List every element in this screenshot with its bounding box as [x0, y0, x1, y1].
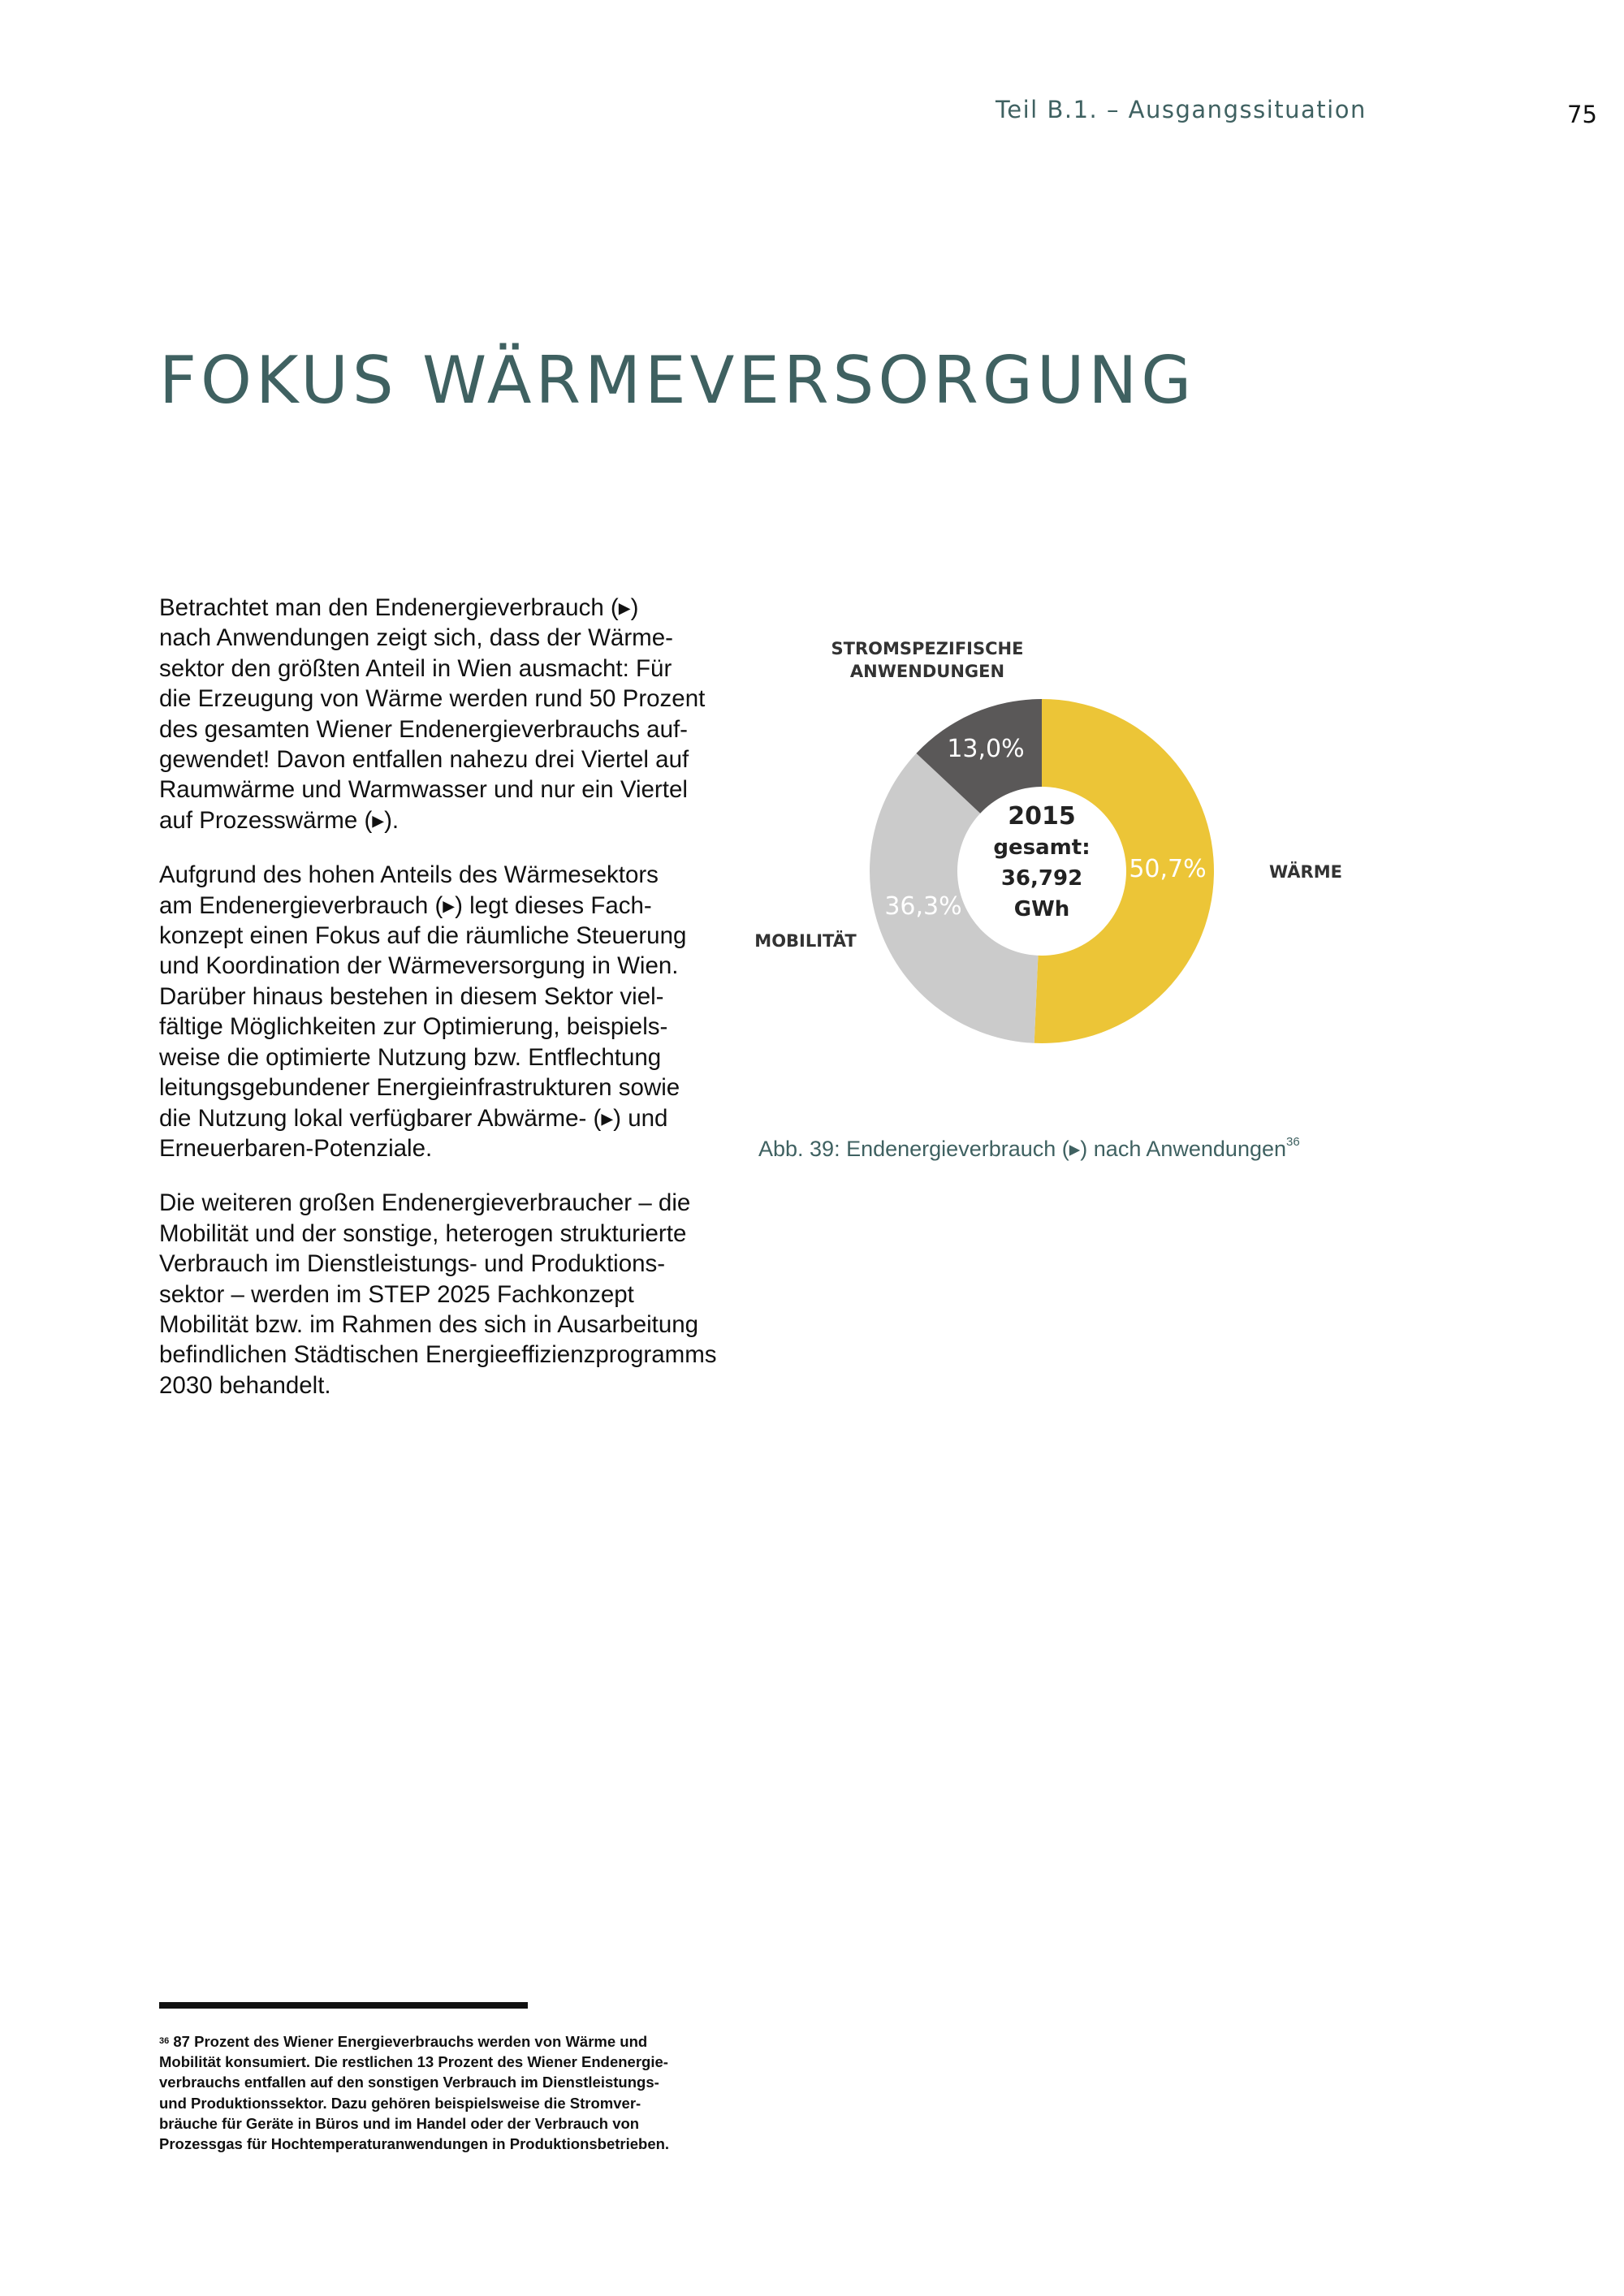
category-label-strom-line2: ANWENDUNGEN: [849, 662, 1005, 681]
caption-text: Abb. 39: Endenergieverbrauch (▸) nach Anwendungen: [758, 1137, 1287, 1161]
figure-caption: [758, 1137, 1300, 1162]
donut-chart: [731, 625, 1348, 1080]
center-label: gesamt:: [993, 835, 1091, 860]
running-header: Teil B.1. – Ausgangssituation: [996, 96, 1367, 123]
page-number: 75: [1567, 101, 1597, 128]
slice-label-strom: 13,0%: [947, 735, 1025, 763]
category-label-waerme: WÄRME: [1269, 862, 1342, 882]
footnote-number: 36: [159, 2036, 170, 2046]
center-unit: GWh: [1013, 897, 1070, 921]
paragraph: Die weiteren großen Endenergieverbraucher – die Mobilität und der sonstige, heterogen strukturierte Verbrauch im Dienstleistungs- und Produktions- sektor – werden im STEP 2025 Fachkonzept Mobilität bzw. im Rahmen des sich in Ausarbeitung befindlichen Städtischen Energieeffizienzprogramms 2030 behandelt.: [159, 1189, 717, 1399]
footnote: [159, 2031, 728, 2154]
category-label-mobilitaet: MOBILITÄT: [754, 931, 857, 951]
body-text: [159, 593, 728, 1425]
footnote-text: 87 Prozent des Wiener Energieverbrauchs werden von Wärme und Mobilität konsumiert. Die restlichen 13 Prozent des Wiener Endenergie- verbrauchs entfallen auf den sonstigen Verbrauch im Dienstleistungs- und Produktionssektor. Dazu gehören beispielsweise die Stromver- bräuche für Geräte in Büros und im Handel oder der Verbrauch von Prozessgas für Hochtemperaturanwendungen in Produktionsbetrieben.: [159, 2033, 670, 2153]
slice-label-waerme: 50,7%: [1129, 855, 1207, 883]
category-label-strom-line1: STROMSPEZIFISCHE: [831, 639, 1024, 658]
page-title: FOKUS WÄRMEVERSORGUNG: [159, 343, 1196, 418]
paragraph: Betrachtet man den Endenergieverbrauch (▸) nach Anwendungen zeigt sich, dass der Wärme- sektor den größten Anteil in Wien ausmacht: Für die Erzeugung von Wärme werden rund 50 Prozent des gesamten Wiener Endenergieverbrauchs auf- gewendet! Davon entfallen nahezu drei Viertel auf Raumwärme und Warmwasser und nur ein Viertel auf Prozesswärme (▸).: [159, 594, 706, 834]
slice-label-mobilitaet: 36,3%: [884, 892, 962, 921]
footnote-divider: [159, 2002, 528, 2009]
paragraph: Aufgrund des hohen Anteils des Wärmesektors am Endenergieverbrauch (▸) legt dieses Fach- konzept einen Fokus auf die räumliche Steuerung und Koordination der Wärmeversorgung in Wien. Darüber hinaus bestehen in diesem Sektor viel- fältige Möglichkeiten zur Optimierung, beispiels- weise die optimierte Nutzung bzw. Entflechtung leitungsgebundener Energieinfrastrukturen sowie die Nutzung lokal verfügbarer Abwärme- (▸) und Erneuerbaren-Potenziale.: [159, 861, 687, 1162]
center-year: 2015: [1008, 802, 1076, 831]
center-total: 36,792: [1000, 866, 1083, 891]
caption-footnote-ref: 36: [1286, 1135, 1300, 1149]
